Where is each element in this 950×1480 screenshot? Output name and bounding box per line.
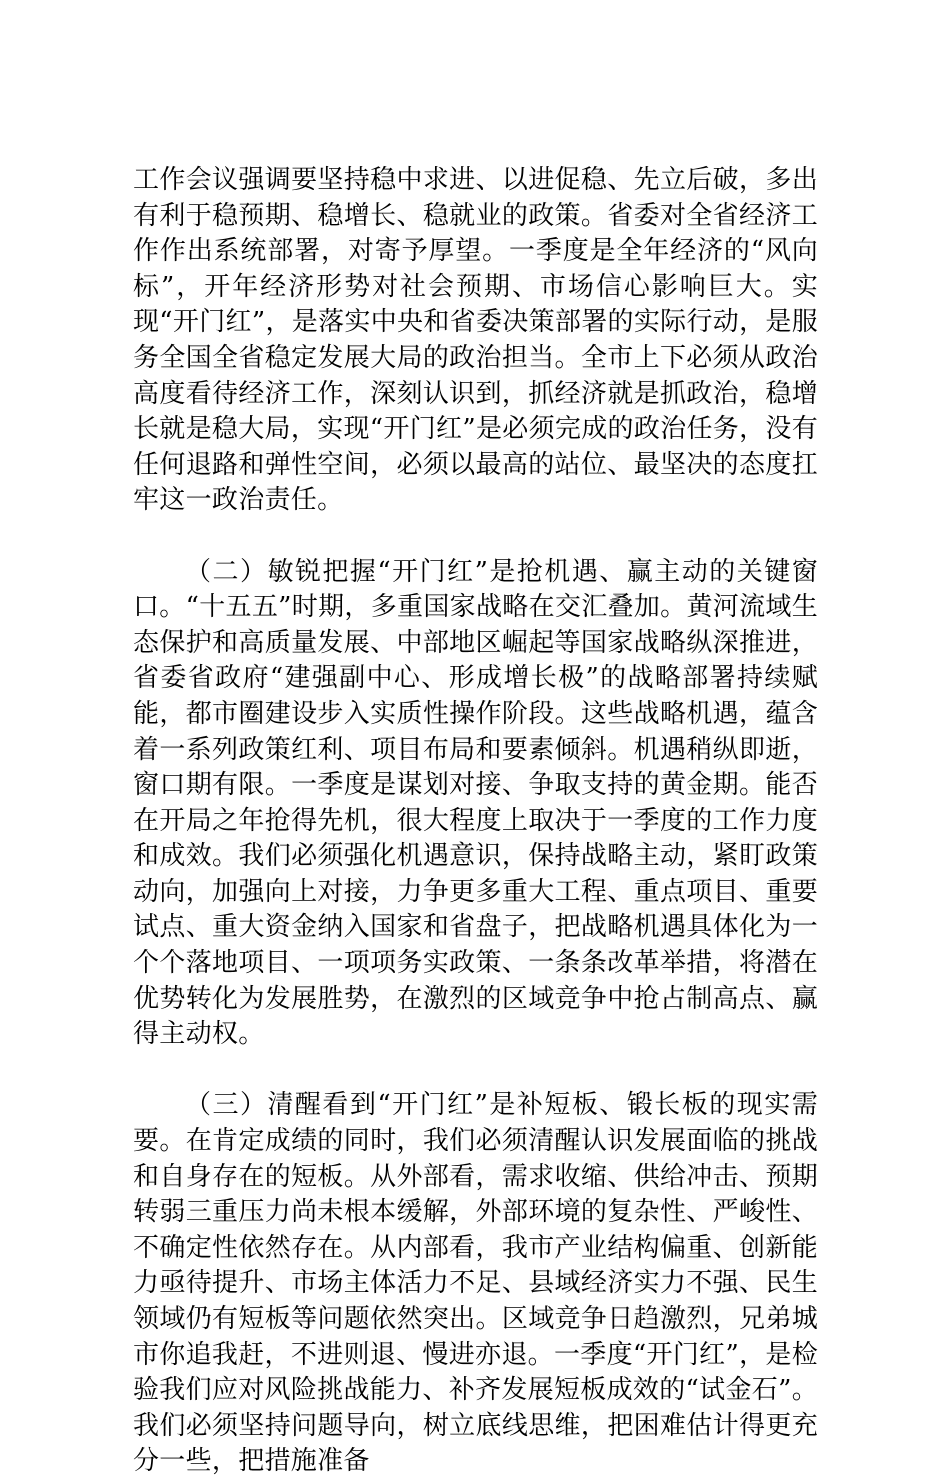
paragraph-continued: 工作会议强调要坚持稳中求进、以进促稳、先立后破，多出有利于稳预期、稳增长、稳就业的政策。省委对全省经济工作作出系统部署，对寄予厚望。一季度是全年经济的“风向标”，开年经济形势对社会预期、市场信心影响巨大。实现“开门红”，是落实中央和省委决策部署的实际行动，是服务全国全省稳定发展大局的政治担当。全市上下必须从政治高度看待经济工作，深刻认识到，抓经济就是抓政治，稳增长就是稳大局，实现“开门红”是必须完成的政治任务，没有任何退路和弹性空间，必须以最高的站位、最坚决的态度扛牢这一政治责任。: [133, 165, 818, 516]
paragraph-section-3: （三）清醒看到“开门红”是补短板、锻长板的现实需要。在肯定成绩的同时，我们必须清醒认识发展面临的挑战和自身存在的短板。从外部看，需求收缩、供给冲击、预期转弱三重压力尚未根本缓解，外部环境的复杂性、严峻性、不确定性依然存在。从内部看，我市产业结构偏重、创新能力亟待提升、市场主体活力不足、县域经济实力不强、民生领域仍有短板等问题依然突出。区域竞争日趋激烈，兄弟城市你追我赶，不进则退、慢进亦退。一季度“开门红”，是检验我们应对风险挑战能力、补齐发展短板成效的“试金石”。我们必须坚持问题导向，树立底线思维，把困难估计得更充分一些，把措施准备: [133, 1090, 818, 1477]
document-body: [133, 163, 818, 1480]
paragraph-section-2: （二）敏锐把握“开门红”是抢机遇、赢主动的关键窗口。“十五五”时期，多重国家战略在交汇叠加。黄河流域生态保护和高质量发展、中部地区崛起等国家战略纵深推进，省委省政府“建强副中心、形成增长极”的战略部署持续赋能，都市圈建设步入实质性操作阶段。这些战略机遇，蕴含着一系列政策红利、项目布局和要素倾斜。机遇稍纵即逝，窗口期有限。一季度是谋划对接、争取支持的黄金期。能否在开局之年抢得先机，很大程度上取决于一季度的工作力度和成效。我们必须强化机遇意识，保持战略主动，紧盯政策动向，加强向上对接，力争更多重大工程、重点项目、重要试点、重大资金纳入国家和省盘子，把战略机遇具体化为一个个落地项目、一项项务实政策、一条条改革举措，将潜在优势转化为发展胜势，在激烈的区域竞争中抢占制高点、赢得主动权。: [133, 556, 818, 1050]
